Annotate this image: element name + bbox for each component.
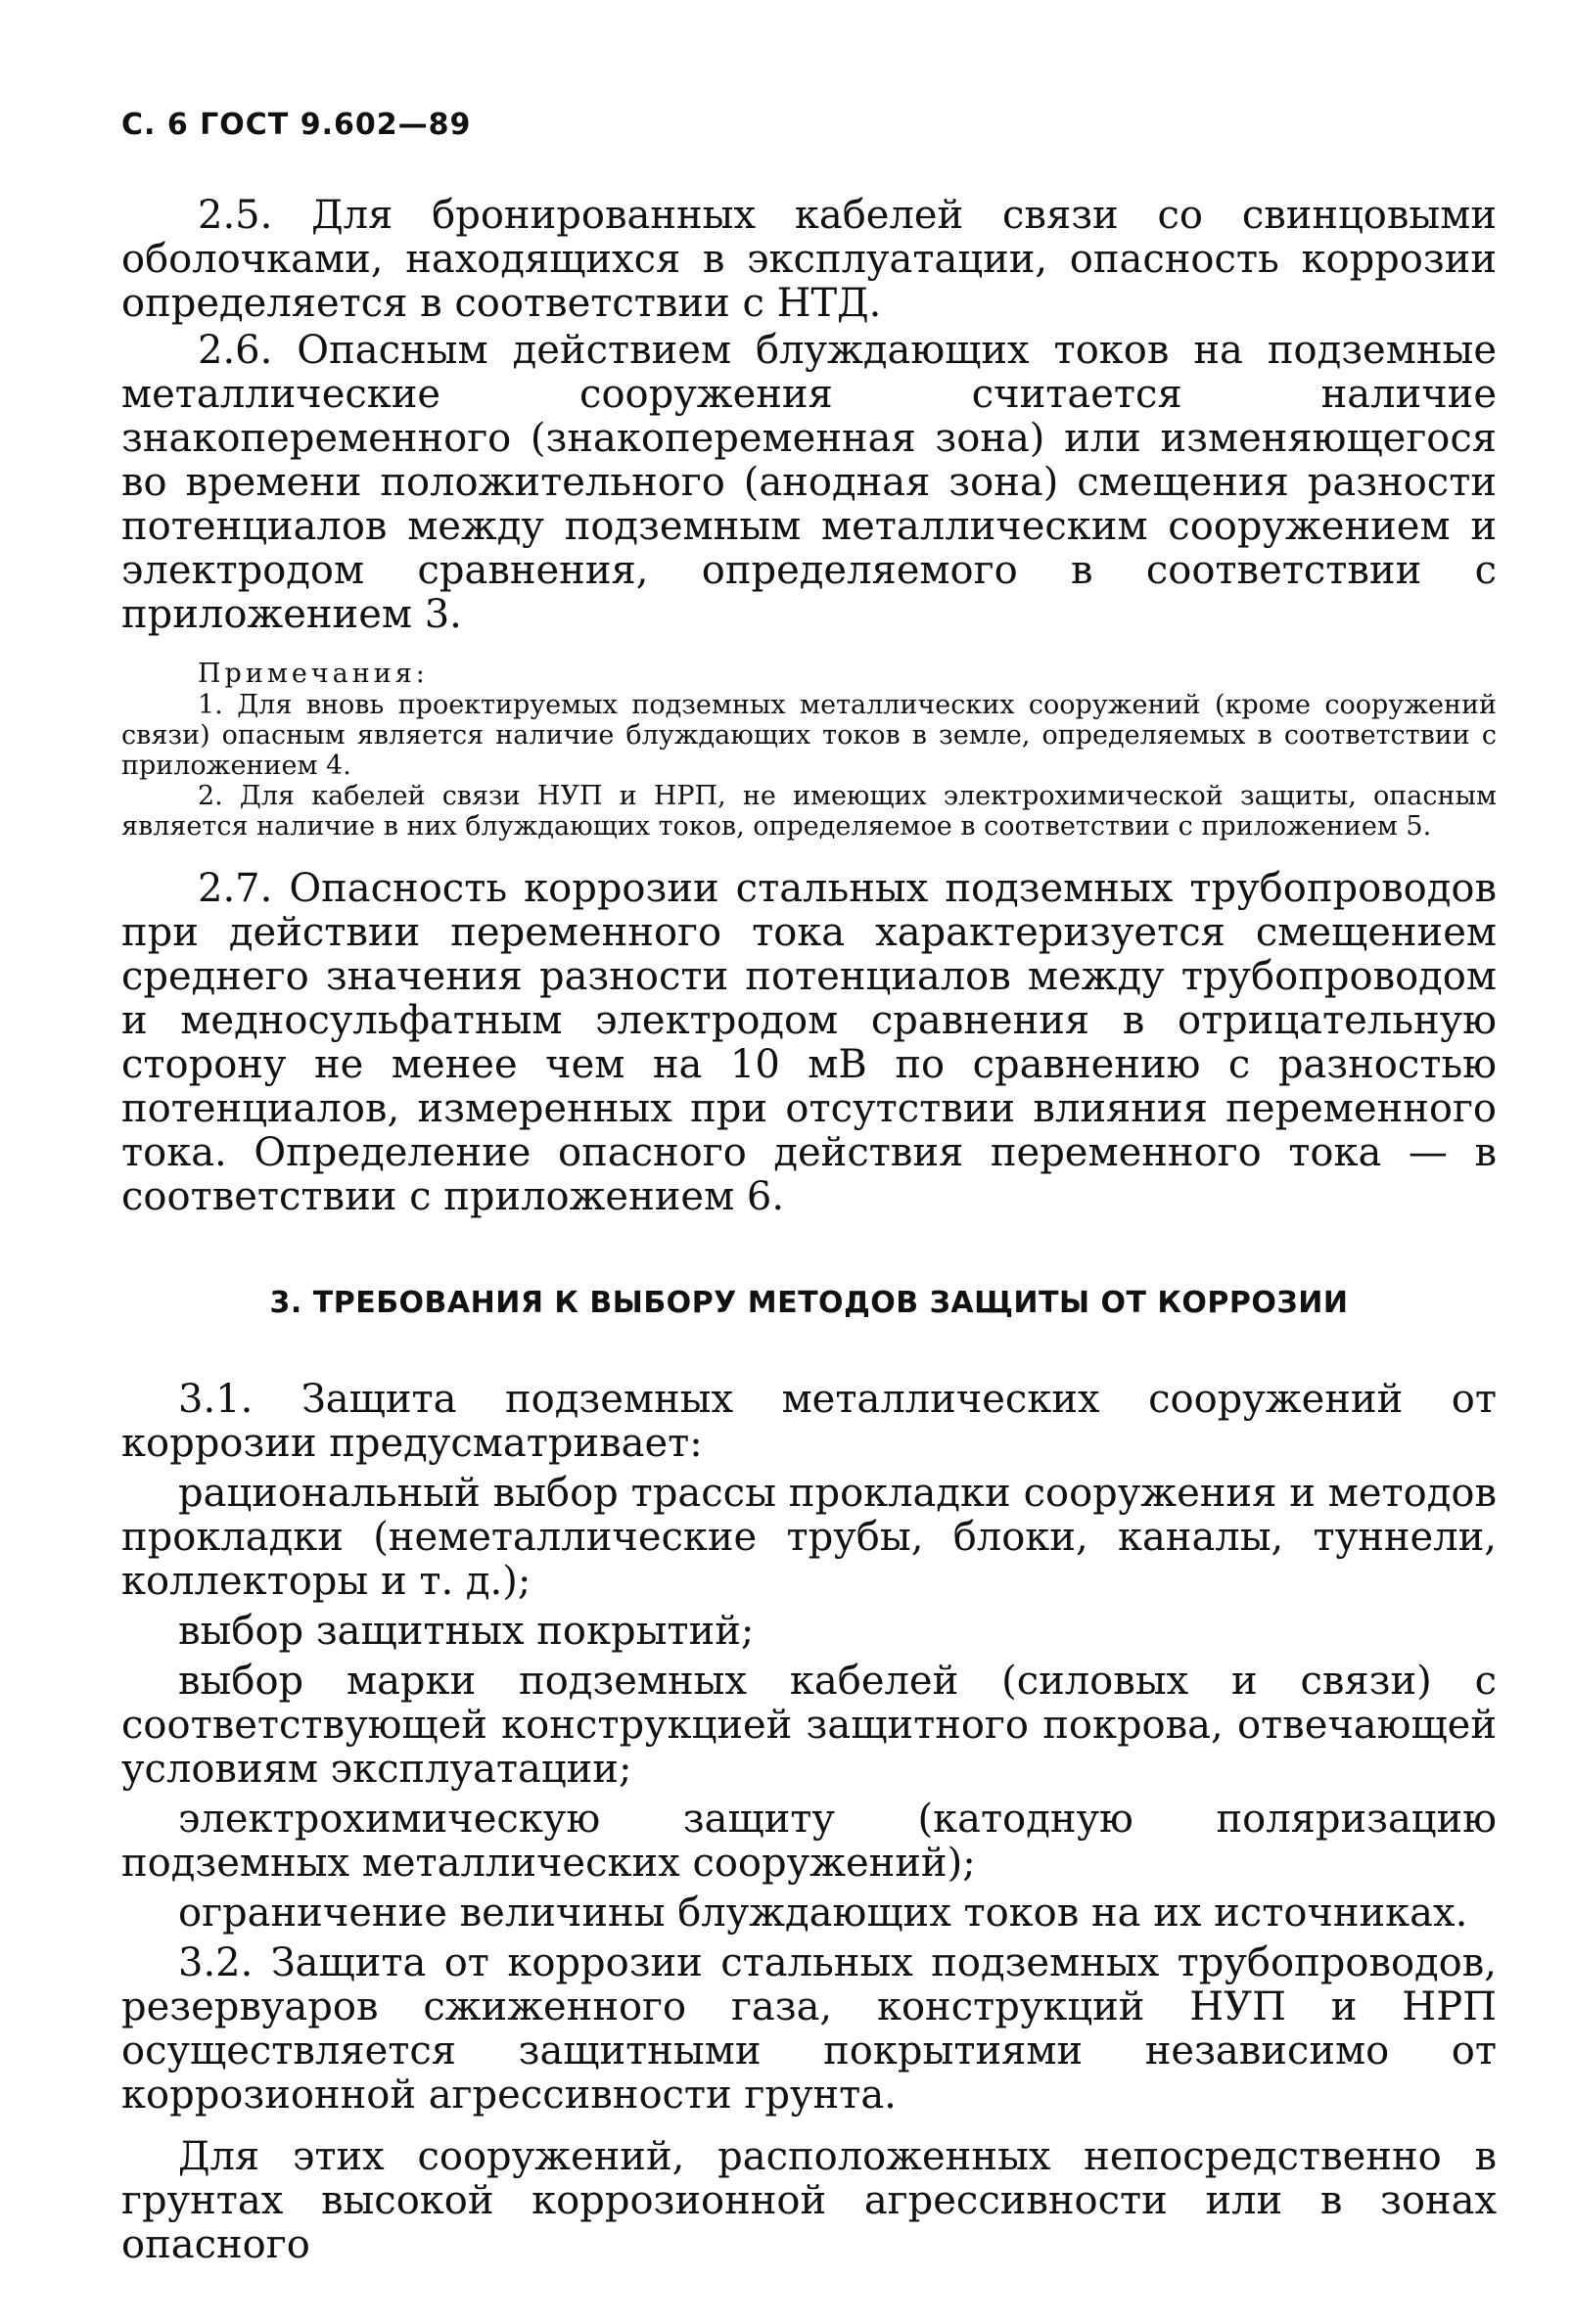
list-item: рациональный выбор трассы прокладки сооружения и методов прокладки (неметаллические трубы, блоки, каналы, туннели, коллекторы и т. д.); <box>121 1471 1497 1604</box>
list-item: электрохимическую защиту (катодную поляризацию подземных металлических сооружений); <box>121 1797 1497 1886</box>
note-2: 2. Для кабелей связи НУП и НРП, не имеющих электрохимической защиты, опасным является наличие в них блуждающих токов, определяемое в соответствии с приложением 5. <box>121 781 1497 842</box>
note-1: 1. Для вновь проектируемых подземных металлических сооружений (кроме сооружений связи) опасным является наличие блуждающих токов в земле, определяемых в соответствии с приложением 4. <box>121 690 1497 781</box>
paragraph-3-1: 3.1. Защита подземных металлических сооружений от коррозии предусматривает: <box>121 1377 1497 1466</box>
page-header: С. 6 ГОСТ 9.602—89 <box>121 108 472 142</box>
paragraph-2-7: 2.7. Опасность коррозии стальных подземных трубопроводов при действии переменного тока характеризуется смещением среднего значения разности потенциалов между трубопроводом и медносульфатным электродом сравнения в отрицательную сторону не менее чем на 10 мВ по сравнению с разностью потенциалов, измеренных при отсутствии влияния переменного тока. Определение опасного действия переменного тока — в соответствии с приложением 6. <box>121 866 1497 1219</box>
list-item: выбор защитных покрытий; <box>178 1609 755 1654</box>
list-item: ограничение величины блуждающих токов на их источниках. <box>178 1891 1468 1936</box>
section-3-heading: 3. ТРЕБОВАНИЯ К ВЫБОРУ МЕТОДОВ ЗАЩИТЫ ОТ КОРРОЗИИ <box>269 1286 1349 1320</box>
paragraph-2-5: 2.5. Для бронированных кабелей связи со свинцовыми оболочками, находящихся в эксплуатации, опасность коррозии определяется в соответствии с НТД. <box>121 193 1497 326</box>
paragraph-3-2-continuation: Для этих сооружений, расположенных непосредственно в грунтах высокой коррозионной агрессивности или в зонах опасного <box>121 2134 1497 2267</box>
paragraph-2-6: 2.6. Опасным действием блуждающих токов на подземные металлические сооружения считается наличие знакопеременного (знакопеременная зона) или изменяющегося во времени положительного (анодная зона) смещения разности потенциалов между подземным металлическим сооружением и электродом сравнения, определяемого в соответствии с приложением 3. <box>121 328 1497 637</box>
paragraph-3-2: 3.2. Защита от коррозии стальных подземных трубопроводов, резервуаров сжиженного газа, конструкций НУП и НРП осуществляется защитными покрытиями независимо от коррозионной агрессивности грунта. <box>121 1940 1497 2118</box>
notes-title: Примечания: <box>198 659 429 689</box>
document-body <box>121 194 1497 2267</box>
list-item: выбор марки подземных кабелей (силовых и связи) с соответствующей конструкцией защитного покрова, отвечающей условиям эксплуатации; <box>121 1659 1497 1792</box>
